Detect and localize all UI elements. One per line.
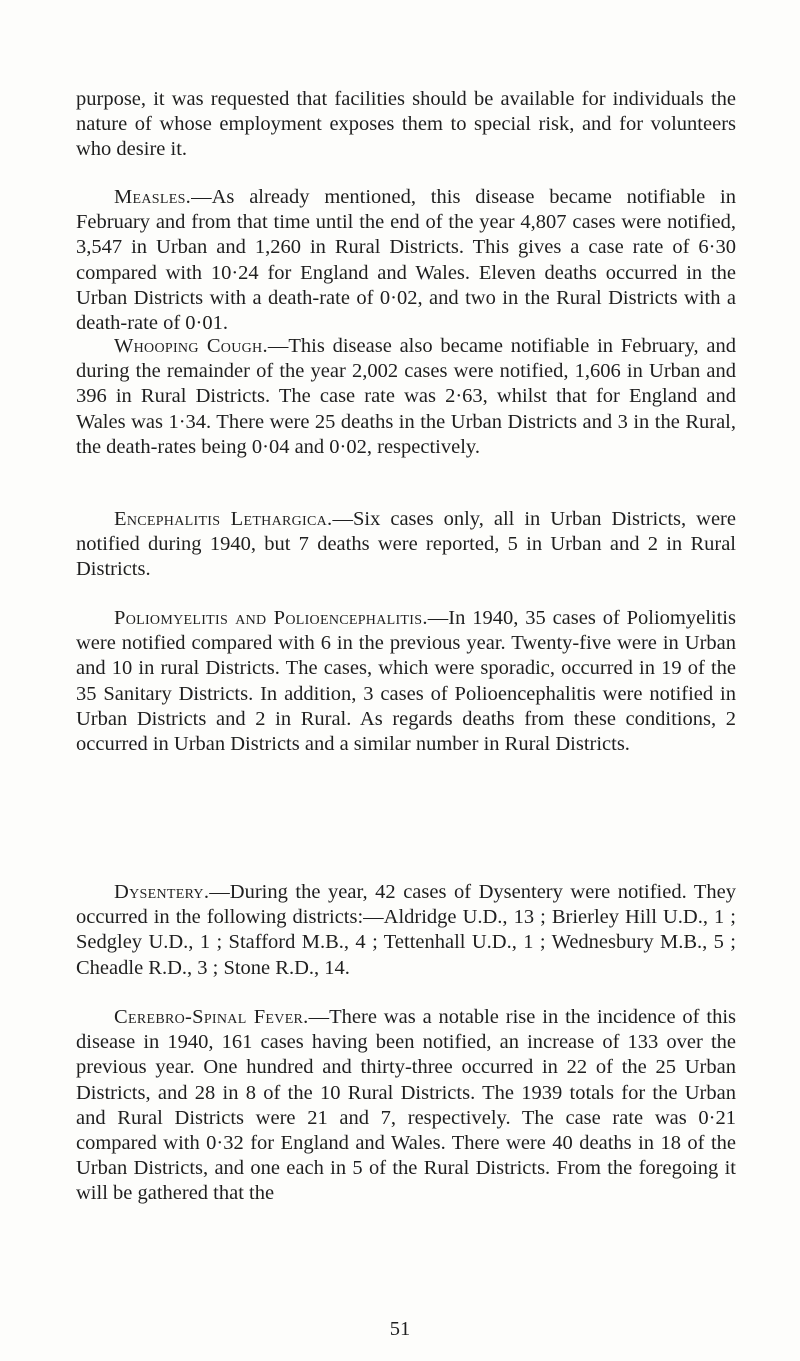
section-heading-dysentery: Dysentery. xyxy=(114,881,210,903)
paragraph-whooping-cough xyxy=(76,334,736,460)
paragraph-text: —In 1940, 35 cases of Poliomyelitis were notified compared with 6 in the previous year. Twenty-five were in Urban and 10 in rural Districts. The cases, which were sporadic, occurred in 19 of the 35 Sanitary Districts. In addition, 3 cases of Polioencephalitis were notified in Urban Districts and 2 in Rural. As regards deaths from these conditions, 2 occurred in Urban Districts and a similar number in Rural Districts. xyxy=(76,607,736,756)
paragraph-text: —As already mentioned, this disease became notifiable in February and from that time until the end of the year 4,807 cases were notified, 3,547 in Urban and 1,260 in Rural Districts. This gives a case rate of 6·30 compared with 10·24 for England and Wales. Eleven deaths occurred in the Urban Districts with a death-rate of 0·02, and two in the Rural Districts with a death-rate of 0·01. xyxy=(76,186,736,335)
section-heading-cerebro-spinal-fever: Cerebro-Spinal Fever. xyxy=(114,1006,309,1028)
paragraph-text: —There was a notable rise in the incidence of this disease in 1940, 161 cases having been notified, an increase of 133 over the previous year. One hundred and thirty-three occurred in 22 of the 25 Urban Districts, and 28 in 8 of the 10 Rural Districts. The 1939 totals for the Urban and Rural Districts were 21 and 7, respectively. The case rate was 0·21 compared with 0·32 for England and Wales. There were 40 deaths in 18 of the Urban Districts, and one each in 5 of the Rural Districts. From the foregoing it will be gathered that the xyxy=(76,1006,737,1205)
paragraph-dysentery xyxy=(76,880,736,981)
paragraph-text: purpose, it was requested that facilities should be available for individuals the nature of whose employment exposes them to special risk, and for volunteers who desire it. xyxy=(76,88,736,161)
page-number: 51 xyxy=(389,1318,411,1340)
paragraph-measles xyxy=(76,185,736,336)
paragraph-cerebro-spinal-fever xyxy=(76,1005,736,1207)
paragraph-text: —This disease also became notifiable in February, and during the remainder of the year 2,002 cases were notified, 1,606 in Urban and 396 in Rural Districts. The case rate was 2·63, whilst that for England and Wales was 1·34. There were 25 deaths in the Urban Districts and 3 in the Rural, the death-rates being 0·04 and 0·02, respectively. xyxy=(76,335,736,458)
paragraph-poliomyelitis xyxy=(76,606,736,757)
paragraph-continuation xyxy=(76,87,736,163)
section-heading-encephalitis: Encephalitis Lethargica. xyxy=(114,508,333,530)
section-heading-whooping-cough: Whooping Cough. xyxy=(114,335,268,357)
paragraph-text: —Six cases only, all in Urban Districts, were notified during 1940, but 7 deaths were reported, 5 in Urban and 2 in Rural Districts. xyxy=(76,508,736,581)
paragraph-encephalitis xyxy=(76,507,736,583)
paragraph-text: —During the year, 42 cases of Dysentery were notified. They occurred in the following districts:—Aldridge U.D., 13 ; Brierley Hill U.D., 1 ; Sedgley U.D., 1 ; Stafford M.B., 4 ; Tettenhall U.D., 1 ; Wednesbury M.B., 5 ; Cheadle R.D., 3 ; Stone R.D., 14. xyxy=(76,881,736,979)
section-heading-measles: Measles. xyxy=(114,186,192,208)
section-heading-poliomyelitis: Poliomyelitis and Polioencephalitis. xyxy=(114,607,428,629)
